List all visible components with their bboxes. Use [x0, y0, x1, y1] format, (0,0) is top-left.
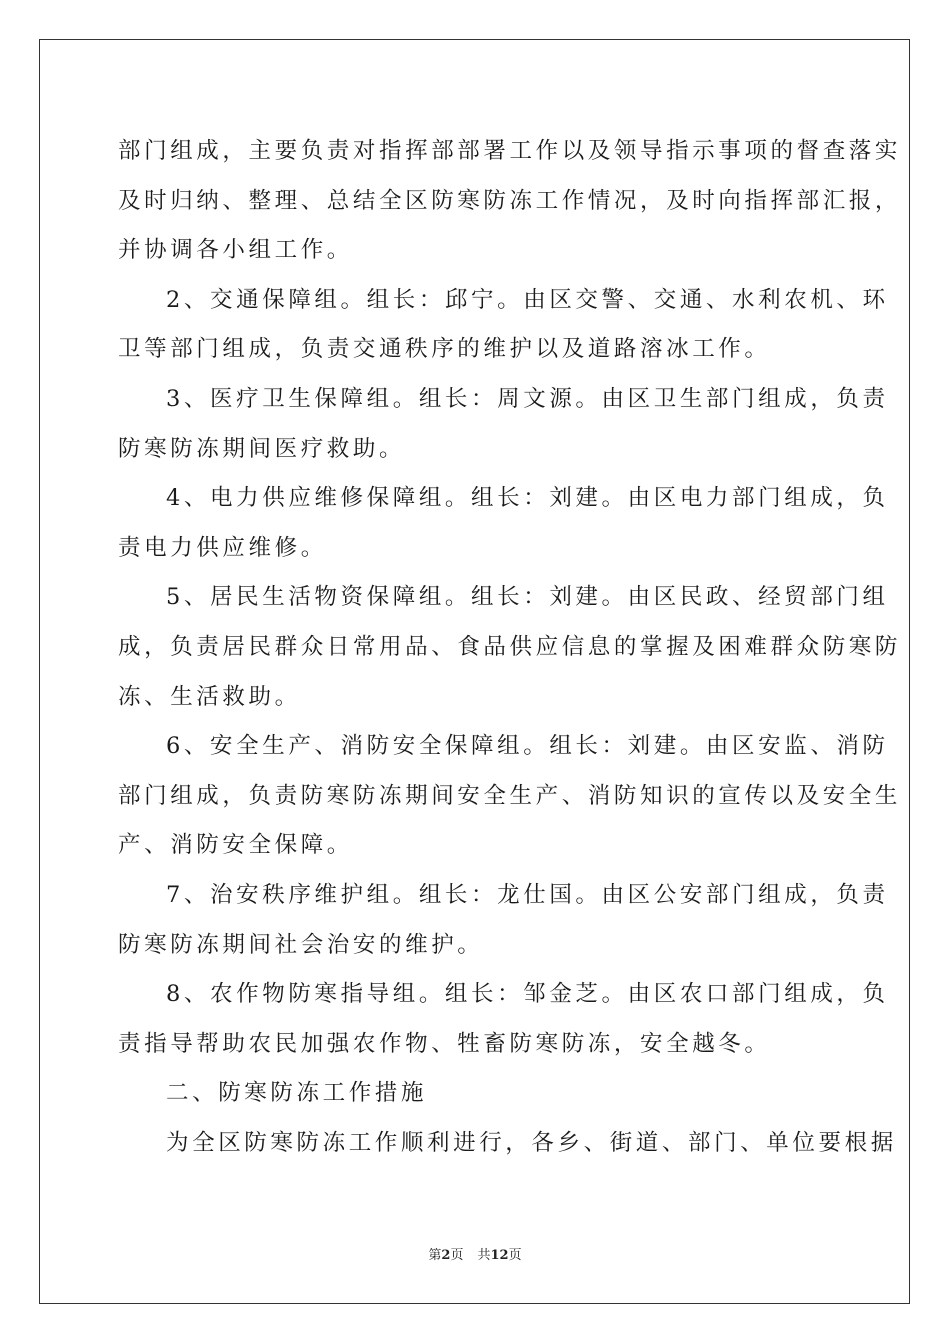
- section-heading: 二、防寒防冻工作措施: [166, 1080, 428, 1107]
- total-pages: 12: [490, 1248, 509, 1263]
- text-line: 2、交通保障组。组长：邱宁。由区交警、交通、水利农机、环: [166, 286, 889, 313]
- text-line: 5、居民生活物资保障组。组长：刘建。由区民政、经贸部门组: [166, 584, 889, 611]
- page-number: 2: [441, 1248, 451, 1263]
- document-body: [118, 127, 902, 1168]
- total-label-suffix: 页: [508, 1248, 522, 1263]
- text-line: 并协调各小组工作。: [118, 237, 353, 264]
- total-label-prefix: 共: [477, 1248, 491, 1263]
- text-line: 防寒防冻期间社会治安的维护。: [118, 931, 484, 958]
- text-line: 防寒防冻期间医疗救助。: [118, 435, 406, 462]
- text-line: 7、治安秩序维护组。组长：龙仕国。由区公安部门组成，负责: [166, 881, 889, 908]
- page-label-prefix: 第: [428, 1248, 442, 1263]
- text-line: 6、安全生产、消防安全保障组。组长：刘建。由区安监、消防: [166, 733, 889, 760]
- text-line: 产、消防安全保障。: [118, 832, 353, 859]
- text-line: 及时归纳、整理、总结全区防寒防冻工作情况，及时向指挥部汇报，: [118, 187, 902, 214]
- page-footer: [0, 1246, 950, 1266]
- text-line: 为全区防寒防冻工作顺利进行，各乡、街道、部门、单位要根据: [166, 1129, 897, 1156]
- text-line: 责指导帮助农民加强农作物、牲畜防寒防冻，安全越冬。: [118, 1030, 771, 1057]
- text-line: 成，负责居民群众日常用品、食品供应信息的掌握及困难群众防寒防: [118, 633, 902, 660]
- text-line: 3、医疗卫生保障组。组长：周文源。由区卫生部门组成，负责: [166, 385, 889, 412]
- text-line: 4、电力供应维修保障组。组长：刘建。由区电力部门组成，负: [166, 485, 889, 512]
- text-line: 卫等部门组成，负责交通秩序的维护以及道路溶冰工作。: [118, 336, 771, 363]
- page-label-suffix: 页: [450, 1248, 464, 1263]
- text-line: 部门组成，主要负责对指挥部部署工作以及领导指示事项的督查落实: [118, 138, 902, 164]
- text-line: 8、农作物防寒指导组。组长：邹金芝。由区农口部门组成，负: [166, 981, 889, 1008]
- text-line: 冻、生活救助。: [118, 683, 301, 710]
- text-line: 责电力供应维修。: [118, 534, 327, 561]
- text-line: 部门组成，负责防寒防冻期间安全生产、消防知识的宣传以及安全生: [118, 782, 902, 809]
